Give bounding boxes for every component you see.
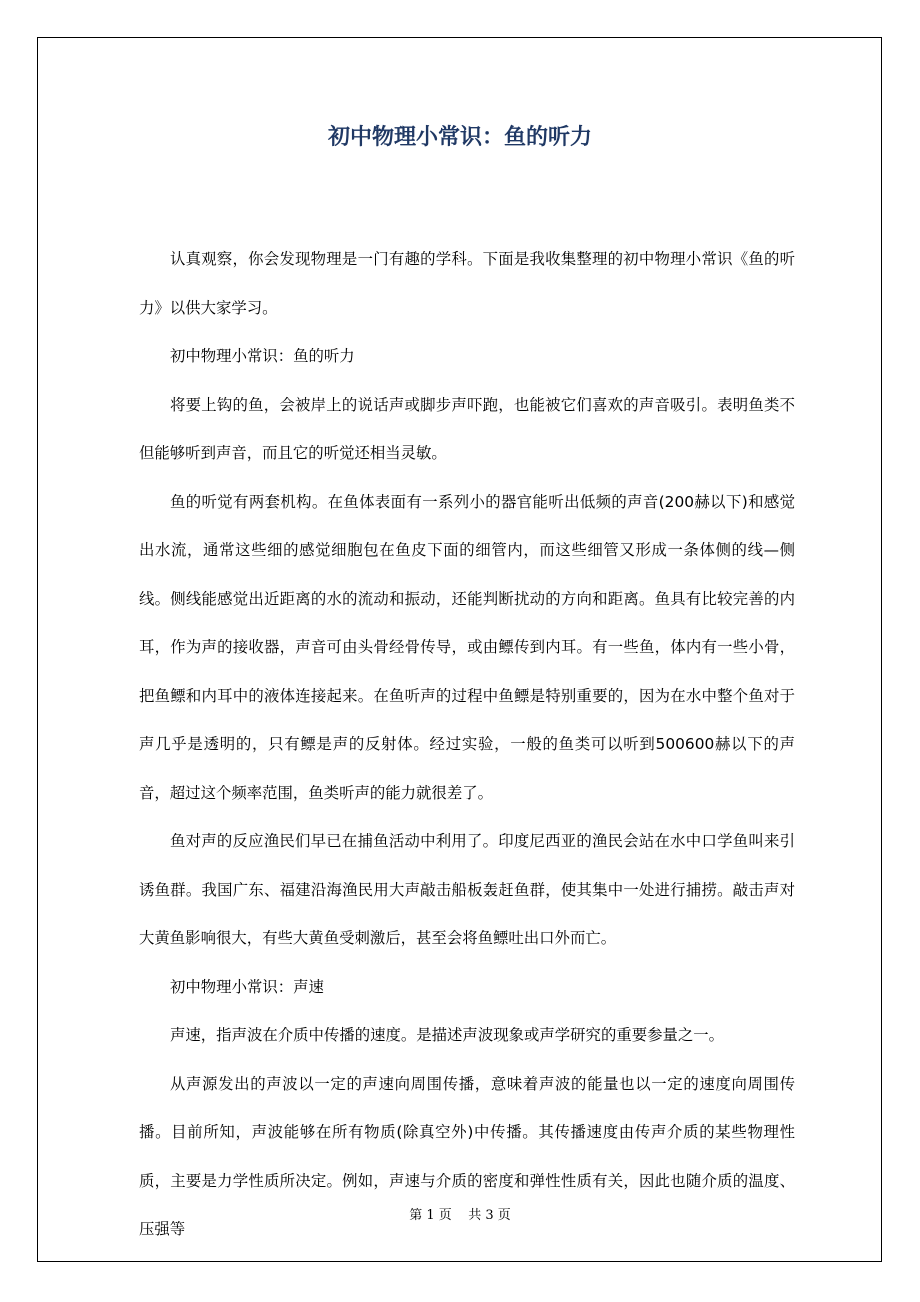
paragraph: 鱼的听觉有两套机构。在鱼体表面有一系列小的器官能听出低频的声音(200赫以下)和感觉出水流，通常这些细的感觉细胞包在鱼皮下面的细管内，而这些细管又形成一条体侧的线—侧线。侧线能感觉出近距离的水的流动和振动，还能判断扰动的方向和距离。鱼具有比较完善的内耳，作为声的接收器，声音可由头骨经骨传导，或由鳔传到内耳。有一些鱼，体内有一些小骨，把鱼鳔和内耳中的液体连接起来。在鱼听声的过程中鱼鳔是特别重要的，因为在水中整个鱼对于声几乎是透明的，只有鳔是声的反射体。经过实验，一般的鱼类可以听到500600赫以下的声音，超过这个频率范围，鱼类听声的能力就很差了。 <box>139 492 795 802</box>
section-heading-sound-speed: 初中物理小常识：声速 <box>170 977 324 996</box>
document-title: 初中物理小常识：鱼的听力 <box>327 125 592 150</box>
paragraph: 声速，指声波在介质中传播的速度。是描述声波现象或声学研究的重要参量之一。 <box>170 1026 725 1044</box>
paragraph-intro: 认真观察，你会发现物理是一门有趣的学科。下面是我收集整理的初中物理小常识《鱼的听力》以供大家学习。 <box>139 250 795 317</box>
section-heading-fish-hearing: 初中物理小常识：鱼的听力 <box>170 347 355 365</box>
page-footer <box>0 1204 920 1228</box>
paragraph: 从声源发出的声波以一定的声速向周围传播，意味着声波的能量也以一定的速度向周围传播。目前所知，声波能够在所有物质(除真空外)中传播。其传播速度由传声介质的某些物理性质，主要是力学性质所决定。例如，声速与介质的密度和弹性性质有关，因此也随介质的温度、压强等 <box>139 1074 795 1238</box>
page-number: 第 1 页 共 3 页 <box>409 1208 511 1223</box>
paragraph: 鱼对声的反应渔民们早已在捕鱼活动中利用了。印度尼西亚的渔民会站在水中口学鱼叫来引诱鱼群。我国广东、福建沿海渔民用大声敲击船板轰赶鱼群，使其集中一处进行捕捞。敲击声对大黄鱼影响很大，有些大黄鱼受刺激后，甚至会将鱼鳔吐出口外而亡。 <box>139 832 795 947</box>
document-body <box>139 235 795 1254</box>
paragraph: 将要上钩的鱼，会被岸上的说话声或脚步声吓跑，也能被它们喜欢的声音吸引。表明鱼类不但能够听到声音，而且它的听觉还相当灵敏。 <box>139 395 795 462</box>
